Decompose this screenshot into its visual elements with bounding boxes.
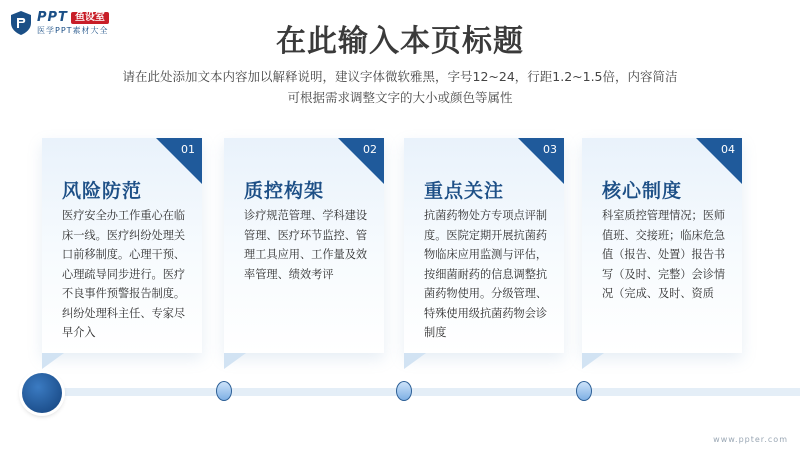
timeline-node-4 — [576, 381, 592, 401]
card-quality-framework — [224, 138, 384, 353]
card-fold — [404, 353, 426, 369]
card-corner — [518, 138, 564, 184]
card-corner — [338, 138, 384, 184]
card-number: 01 — [181, 143, 195, 156]
card-fold — [42, 353, 64, 369]
card-heading: 风险防范 — [62, 180, 143, 202]
card-fold — [224, 353, 246, 369]
timeline-start-node — [22, 373, 62, 413]
card-fold — [582, 353, 604, 369]
card-key-focus — [404, 138, 564, 353]
brand-name: PPT — [37, 10, 68, 25]
brand-tagline: 医学PPT素材大全 — [37, 26, 109, 35]
card-corner — [156, 138, 202, 184]
card-heading: 重点关注 — [424, 180, 505, 202]
card-body: 科室质控管理情况；医师值班、交接班；临床危急值（报告、处置）报告书写（及时、完整）会诊情况（完成、及时、资质 — [602, 209, 726, 300]
card-number: 03 — [543, 143, 557, 156]
subtitle-line-2: 可根据需求调整文字的大小或颜色等属性 — [287, 90, 513, 105]
card-body: 诊疗规范管理、学科建设管理、医疗环节监控、管理工具应用、工作量及效率管理、绩效考评 — [244, 209, 368, 281]
page-subtitle — [0, 66, 800, 108]
card-body: 医疗安全办工作重心在临床一线。医疗纠纷处理关口前移制度。心理干预、心理疏导同步进行。医疗不良事件预警报告制度。纠纷处理科主任、专家尽早介入 — [62, 209, 186, 339]
timeline-node-3 — [396, 381, 412, 401]
card-heading: 质控构架 — [244, 180, 325, 202]
card-core-system — [582, 138, 742, 353]
card-number: 04 — [721, 143, 735, 156]
timeline-node-2 — [216, 381, 232, 401]
card-risk-prevention — [42, 138, 202, 353]
card-corner — [696, 138, 742, 184]
page-title: 在此输入本页标题 — [276, 24, 524, 59]
card-body: 抗菌药物处方专项点评制度。医院定期开展抗菌药物临床应用监测与评估，按细菌耐药的信息调整抗菌药物使用。分级管理、特殊使用级抗菌药物会诊制度 — [424, 209, 548, 339]
watermark: www.ppter.com — [713, 435, 788, 444]
brand-badge: 鱼设室 — [71, 12, 109, 24]
card-heading: 核心制度 — [602, 180, 683, 202]
timeline-bar — [60, 388, 800, 396]
card-number: 02 — [363, 143, 377, 156]
subtitle-line-1: 请在此处添加文本内容加以解释说明，建议字体微软雅黑，字号12~24，行距1.2~1.5倍，内容简洁 — [122, 69, 678, 84]
